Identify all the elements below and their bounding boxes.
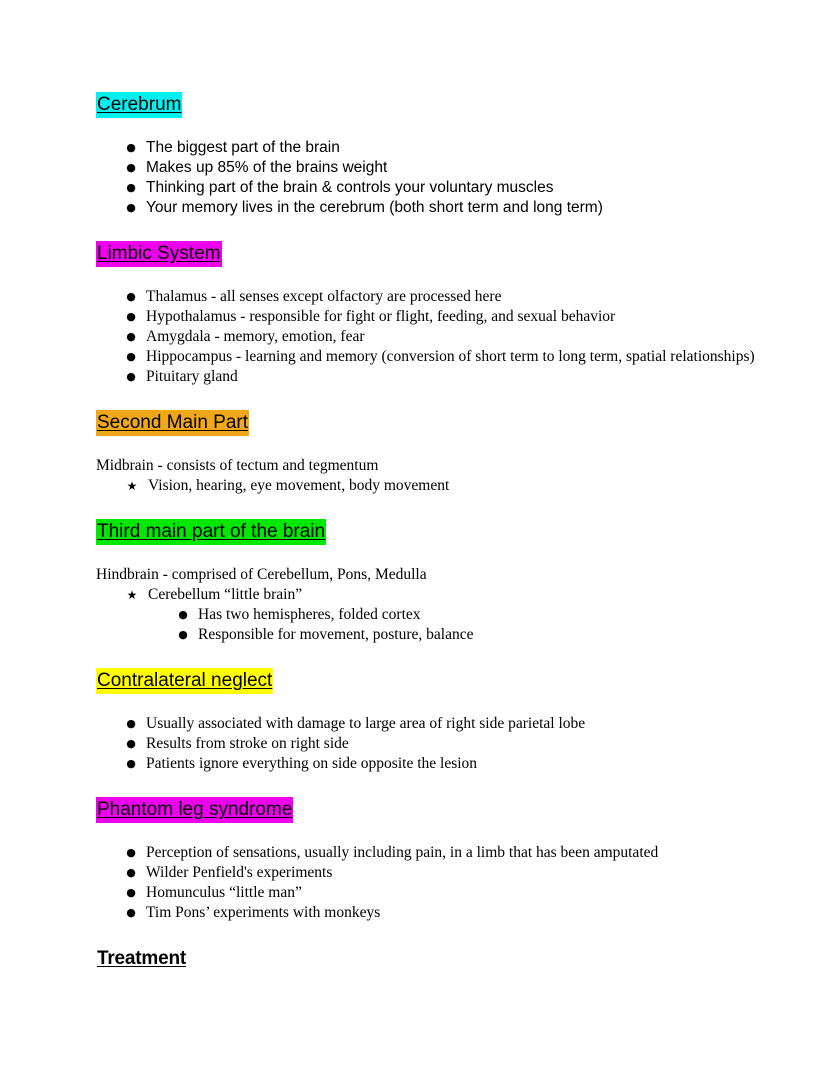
- list-item-text: Responsible for movement, posture, balance: [198, 626, 474, 643]
- heading-highlight-green: Third main part of the brain: [96, 519, 326, 545]
- bullet-list-cerebrum: [96, 138, 756, 218]
- list-item: [96, 476, 756, 496]
- spacer: [96, 218, 756, 241]
- disc-bullet-icon: ●: [126, 846, 136, 859]
- disc-bullet-icon: ●: [126, 201, 136, 214]
- list-item: [96, 307, 756, 327]
- bullet-list-limbic-system: [96, 287, 756, 387]
- spacer: [96, 496, 756, 519]
- spacer: [96, 387, 756, 410]
- star-bullet-icon: ★: [126, 588, 138, 602]
- spacer: [96, 545, 756, 565]
- list-item-text: Hippocampus - learning and memory (conversion of short term to long term, spatial relationships): [146, 348, 755, 365]
- list-item-text: Usually associated with damage to large area of right side parietal lobe: [146, 715, 586, 732]
- star-list-third-main-part: [96, 585, 756, 605]
- list-item-text: Hypothalamus - responsible for fight or flight, feeding, and sexual behavior: [146, 308, 616, 325]
- list-item-text: Homunculus “little man”: [146, 884, 302, 901]
- section-heading-phantom-leg-syndrome: [96, 797, 756, 823]
- spacer: [96, 694, 756, 714]
- list-item-text: Pituitary gland: [146, 368, 238, 385]
- list-item: [96, 714, 756, 734]
- disc-bullet-icon: ●: [126, 330, 136, 343]
- document-body: [96, 92, 756, 972]
- section-heading-second-main-part: [96, 410, 756, 436]
- star-list-second-main-part: [96, 476, 756, 496]
- spacer: [96, 267, 756, 287]
- spacer: [96, 118, 756, 138]
- heading-highlight-yellow: Contralateral neglect: [96, 668, 273, 694]
- lead-line-hindbrain: Hindbrain - comprised of Cerebellum, Pons, Medulla: [96, 566, 427, 583]
- list-item-text: Thalamus - all senses except olfactory are processed here: [146, 288, 502, 305]
- disc-bullet-icon: ●: [126, 161, 136, 174]
- disc-bullet-icon: ●: [126, 310, 136, 323]
- list-item: [96, 754, 756, 774]
- section-heading-limbic-system: [96, 241, 756, 267]
- list-item: [96, 367, 756, 387]
- list-item: [96, 605, 756, 625]
- list-item-text: Results from stroke on right side: [146, 735, 349, 752]
- list-item-text: Thinking part of the brain & controls your voluntary muscles: [146, 179, 554, 196]
- section-heading-treatment: [96, 946, 756, 972]
- disc-bullet-icon: ●: [126, 181, 136, 194]
- list-item-text: Perception of sensations, usually including pain, in a limb that has been amputated: [146, 844, 659, 861]
- section-heading-cerebrum: [96, 92, 756, 118]
- spacer: [96, 436, 756, 456]
- list-item: [96, 198, 756, 218]
- list-item: [96, 843, 756, 863]
- heading-highlight-cyan: Cerebrum: [96, 92, 182, 118]
- list-item: [96, 138, 756, 158]
- list-item-text: Your memory lives in the cerebrum (both short term and long term): [146, 199, 603, 216]
- list-item-text: Has two hemispheres, folded cortex: [198, 606, 421, 623]
- bullet-list-phantom-leg-syndrome: [96, 843, 756, 923]
- list-item: [96, 863, 756, 883]
- disc-bullet-icon: ●: [126, 757, 136, 770]
- list-item-text: Wilder Penfield's experiments: [146, 864, 333, 881]
- disc-bullet-icon: ●: [126, 866, 136, 879]
- heading-highlight-magenta: Phantom leg syndrome: [96, 797, 293, 823]
- list-item: [96, 158, 756, 178]
- disc-bullet-icon: ●: [126, 370, 136, 383]
- heading-text-treatment: Treatment: [97, 948, 187, 969]
- list-item-text: The biggest part of the brain: [146, 139, 340, 156]
- heading-highlight-magenta: Limbic System: [96, 241, 222, 267]
- list-item-text: Amygdala - memory, emotion, fear: [146, 328, 365, 345]
- spacer: [96, 774, 756, 797]
- disc-bullet-icon: ●: [178, 608, 188, 621]
- disc-bullet-icon: ●: [178, 628, 188, 641]
- lead-line-midbrain: Midbrain - consists of tectum and tegmentum: [96, 457, 379, 474]
- list-item: [96, 327, 756, 347]
- heading-highlight-orange: Second Main Part: [96, 410, 249, 436]
- list-item: [96, 734, 756, 754]
- list-item: [96, 178, 756, 198]
- list-item-text: Tim Pons’ experiments with monkeys: [146, 904, 381, 921]
- spacer: [96, 823, 756, 843]
- list-item-text: Makes up 85% of the brains weight: [146, 159, 388, 176]
- section-heading-contralateral-neglect: [96, 668, 756, 694]
- disc-bullet-icon: ●: [126, 906, 136, 919]
- disc-bullet-icon: ●: [126, 350, 136, 363]
- spacer: [96, 645, 756, 668]
- list-item-text: Cerebellum “little brain”: [148, 586, 303, 603]
- nested-list-cerebellum: [96, 605, 756, 645]
- disc-bullet-icon: ●: [126, 886, 136, 899]
- list-item: [96, 883, 756, 903]
- disc-bullet-icon: ●: [126, 141, 136, 154]
- spacer: [96, 923, 756, 946]
- bullet-list-contralateral-neglect: [96, 714, 756, 774]
- list-item: [96, 903, 756, 923]
- disc-bullet-icon: ●: [126, 290, 136, 303]
- disc-bullet-icon: ●: [126, 737, 136, 750]
- list-item: [96, 287, 756, 307]
- section-heading-third-main-part: [96, 519, 756, 545]
- list-item: [96, 347, 756, 367]
- list-item-text: Vision, hearing, eye movement, body movement: [148, 477, 450, 494]
- star-bullet-icon: ★: [126, 479, 138, 493]
- list-item: [96, 625, 756, 645]
- list-item: [96, 585, 756, 605]
- list-item-text: Patients ignore everything on side opposite the lesion: [146, 755, 478, 772]
- disc-bullet-icon: ●: [126, 717, 136, 730]
